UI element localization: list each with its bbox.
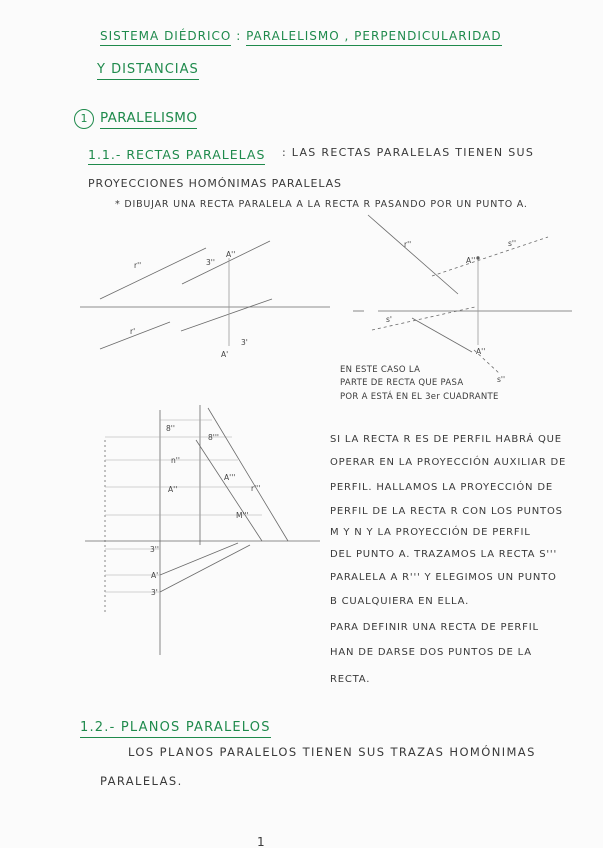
title-part-2: PARALELISMO , PERPENDICULARIDAD (246, 29, 502, 46)
label-n-vertical-3: n'' (171, 456, 180, 465)
line-r-continuation-2 (412, 318, 472, 352)
line-r-vertical-2 (368, 215, 458, 294)
label-b-profile-3: 8''' (208, 433, 219, 442)
label-m-profile-3: M''' (236, 511, 249, 520)
title-part-1: SISTEMA DIÉDRICO (100, 29, 231, 46)
title-separator: : (236, 29, 242, 43)
label-a-vertical-2: A'' (466, 256, 476, 265)
perfil-note-line: PARALELA A R''' Y ELEGIMOS UN PUNTO (330, 572, 557, 583)
label-a-vertical-1: A'' (226, 250, 236, 259)
diagram-2 (353, 215, 572, 374)
line-s-horizontal-1 (181, 299, 272, 331)
label-b-horizontal-3: 3' (151, 588, 158, 597)
point-a-2 (477, 257, 480, 260)
label-a-profile-3: A''' (224, 473, 236, 482)
section-heading-text: PARALELISMO (100, 110, 197, 129)
label-s-vertical-2: s'' (508, 239, 517, 248)
diagram-2-labels (386, 239, 516, 384)
label-a-vertical-3: A'' (168, 485, 178, 494)
perfil-note-line: PERFIL DE LA RECTA R CON LOS PUNTOS (330, 506, 563, 517)
planos-text-line-2: PARALELAS. (100, 774, 183, 788)
label-b-vertical-low-3: 3'' (150, 545, 159, 554)
perfil-note-line: OPERAR EN LA PROYECCIÓN AUXILIAR DE (330, 457, 567, 468)
transfer-line-b (160, 545, 250, 592)
subsection-heading-planos (80, 721, 271, 734)
exercise-statement: * DIBUJAR UNA RECTA PARALELA A LA RECTA R PASANDO POR UN PUNTO A. (115, 199, 528, 210)
line-s-vertical-1 (182, 241, 270, 284)
perfil-note-line: SI LA RECTA R ES DE PERFIL HABRÁ QUE (330, 434, 562, 445)
label-a-horizontal-3: A' (151, 571, 159, 580)
diagram-2-note-line-2: PARTE DE RECTA QUE PASA (340, 378, 464, 388)
diagram-2-note-line-3: POR A ESTÁ EN EL 3er CUADRANTE (340, 392, 499, 402)
diagram-3-labels (150, 424, 260, 597)
diagram-1-labels (130, 250, 248, 359)
perfil-note-line: RECTA. (330, 674, 371, 685)
label-r-vertical-2: r'' (404, 240, 412, 249)
transfer-line-a (160, 543, 238, 575)
subsection-heading-planos-text: 1.2.- PLANOS PARALELOS (80, 720, 271, 738)
perfil-note-line: M Y N Y LA PROYECCIÓN DE PERFIL (330, 527, 531, 538)
label-b-vertical-3: 8'' (166, 424, 175, 433)
label-s-horizontal-2: s' (386, 315, 392, 324)
line-s-vertical-2 (432, 237, 548, 276)
diagram-2-note-line-1: EN ESTE CASO LA (340, 365, 421, 375)
page-number: 1 (257, 835, 265, 848)
perfil-note-line: HAN DE DARSE DOS PUNTOS DE LA (330, 647, 532, 658)
perfil-note-line: PARA DEFINIR UNA RECTA DE PERFIL (330, 622, 539, 633)
label-s-lower-2: s'' (497, 375, 506, 384)
perfil-note-line: DEL PUNTO A. TRAZAMOS LA RECTA S''' (330, 549, 558, 560)
line-r-vertical-1 (100, 248, 206, 299)
label-r-profile-3: r''' (251, 484, 261, 493)
label-a-horizontal-1: A' (221, 350, 229, 359)
planos-text-line-1: LOS PLANOS PARALELOS TIENEN SUS TRAZAS HOMÓNIMAS (128, 745, 536, 759)
subsection-heading-rectas-text: 1.1.- RECTAS PARALELAS (88, 147, 265, 165)
perfil-note-line: B CUALQUIERA EN ELLA. (330, 596, 470, 607)
rectas-definition-line-2: PROYECCIONES HOMÓNIMAS PARALELAS (88, 177, 342, 190)
rectas-definition-line-1: : LAS RECTAS PARALELAS TIENEN SUS (282, 146, 535, 159)
label-b-vertical-1: 3'' (206, 258, 215, 267)
title-line-2-text: Y DISTANCIAS (97, 62, 199, 80)
diagram-3 (85, 405, 320, 655)
section-number-badge: 1 (74, 109, 94, 129)
profile-reference-lines (105, 420, 262, 592)
label-b-horizontal-1: 3' (241, 338, 248, 347)
label-a-lower-2: A'' (476, 347, 486, 356)
line-r-profile (208, 408, 288, 541)
diagram-1 (80, 241, 330, 349)
label-r-vertical-1: r'' (134, 261, 142, 270)
perfil-note-line: PERFIL. HALLAMOS LA PROYECCIÓN DE (330, 482, 553, 493)
label-r-horizontal-1: r' (130, 327, 136, 336)
